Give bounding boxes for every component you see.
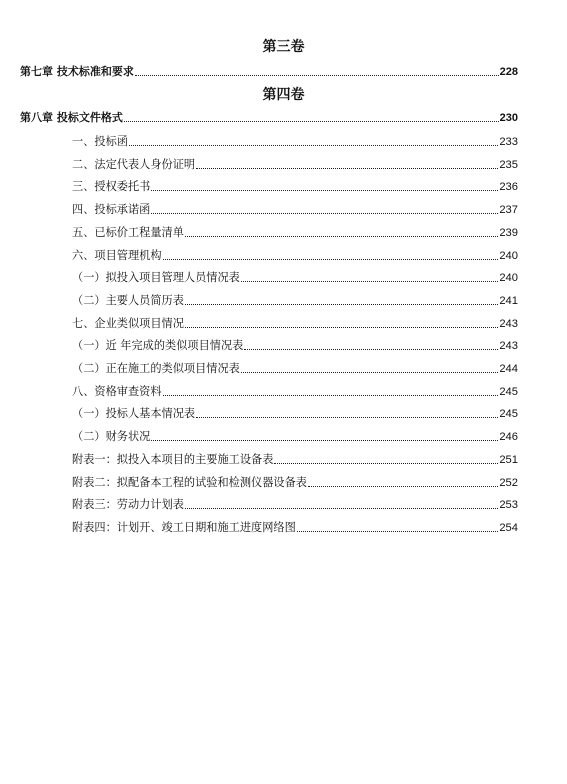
toc-page-number: 236: [499, 181, 518, 194]
toc-leader-dots: [241, 372, 499, 373]
toc-page-number: 246: [499, 431, 518, 444]
toc-entry[interactable]: [72, 406, 518, 422]
toc-leader-dots: [244, 349, 498, 350]
toc-entry-label: 四、投标承诺函: [72, 203, 151, 217]
toc-entry-label: 一、投标函: [72, 135, 128, 148]
toc-entry[interactable]: [72, 384, 518, 400]
toc-page-number: 244: [499, 363, 518, 375]
toc-entry[interactable]: [72, 157, 518, 173]
toc-leader-dots: [196, 417, 498, 418]
toc-leader-dots: [297, 531, 499, 532]
toc-leader-dots: [241, 281, 499, 282]
toc-page-number: 254: [499, 521, 518, 534]
toc-leader-dots: [308, 486, 498, 487]
toc-leader-dots: [185, 236, 498, 237]
toc-entry[interactable]: [72, 179, 518, 195]
toc-leader-dots: [163, 395, 499, 396]
toc-page-number: 239: [499, 226, 518, 239]
toc-entry[interactable]: [72, 520, 518, 536]
toc-page-number: 252: [499, 476, 518, 489]
toc-entry[interactable]: [72, 248, 518, 264]
toc-entry-label: （二）正在施工的类似项目情况表: [72, 362, 240, 375]
toc-chapter-8[interactable]: [20, 110, 518, 126]
toc-entry-label: 第七章 技术标准和要求: [20, 65, 134, 78]
toc-entry-label: （一）近 年完成的类似项目情况表: [72, 339, 244, 353]
toc-page-number: 243: [499, 340, 518, 353]
toc-page-number: 240: [499, 249, 518, 262]
toc-page-number: 253: [499, 499, 518, 512]
toc-entry-label: （一）投标人基本情况表: [72, 407, 196, 421]
toc-leader-dots: [274, 463, 498, 464]
toc-leader-dots: [163, 259, 499, 260]
toc-leader-dots: [185, 304, 498, 305]
volume-3-title: 第三卷: [262, 39, 305, 55]
toc-entry[interactable]: [72, 429, 518, 445]
toc-page-number: 251: [499, 453, 518, 466]
toc-leader-dots: [124, 121, 499, 122]
volume-4-title: 第四卷: [262, 87, 305, 103]
toc-page-number: 245: [499, 385, 518, 398]
toc-entry-label: 附表三：劳动力计划表: [72, 498, 184, 512]
toc-entry-label: （二）主要人员简历表: [72, 293, 184, 307]
toc-entry-label: 三、授权委托书: [72, 180, 151, 194]
toc-entry[interactable]: [72, 452, 518, 468]
toc-entry-label: 八、资格审查资料: [72, 384, 162, 398]
toc-entry[interactable]: [72, 316, 518, 332]
toc-page-number: 230: [499, 112, 518, 124]
toc-entry-label: （二）财务状况: [72, 430, 151, 444]
toc-chapter-7[interactable]: [20, 64, 518, 80]
toc-entry[interactable]: [72, 475, 518, 491]
toc-page-number: 235: [499, 158, 518, 171]
toc-leader-dots: [185, 327, 498, 328]
toc-page-number: 245: [499, 408, 518, 421]
toc-page-number: 240: [499, 272, 518, 285]
toc-entry[interactable]: [72, 293, 518, 309]
toc-entry-label: 二、法定代表人身份证明: [72, 157, 196, 171]
toc-leader-dots: [129, 145, 498, 146]
toc-entry[interactable]: [72, 497, 518, 513]
toc-entry-label: 附表一：拟投入本项目的主要施工设备表: [72, 452, 274, 466]
toc-leader-dots: [185, 508, 498, 509]
toc-entry-label: 附表四：计划开、竣工日期和施工进度网络图: [72, 520, 296, 534]
toc-page-number: 241: [499, 294, 518, 307]
toc-page-number: 243: [499, 317, 518, 330]
toc-entry-label: 五、已标价工程量清单: [72, 225, 184, 239]
toc-leader-dots: [196, 168, 498, 169]
toc-entry[interactable]: [72, 270, 518, 286]
toc-entry[interactable]: [72, 134, 518, 150]
toc-entry[interactable]: [72, 225, 518, 241]
toc-entry[interactable]: [72, 338, 518, 354]
toc-entry-label: （一）拟投入项目管理人员情况表: [72, 271, 240, 285]
toc-entry-label: 附表二：拟配备本工程的试验和检测仪器设备表: [72, 475, 307, 489]
toc-leader-dots: [135, 75, 499, 76]
toc-entry[interactable]: [72, 361, 518, 377]
toc-entry-label: 第八章 投标文件格式: [20, 111, 123, 124]
toc-page-number: 233: [499, 136, 518, 148]
toc-page-number: 228: [499, 66, 518, 78]
toc-entry[interactable]: [72, 202, 518, 218]
toc-leader-dots: [151, 213, 498, 214]
toc-page-number: 237: [499, 204, 518, 217]
toc-entry-label: 六、项目管理机构: [72, 248, 162, 262]
toc-leader-dots: [151, 440, 498, 441]
toc-leader-dots: [151, 190, 498, 191]
toc-entry-label: 七、企业类似项目情况: [72, 316, 184, 330]
